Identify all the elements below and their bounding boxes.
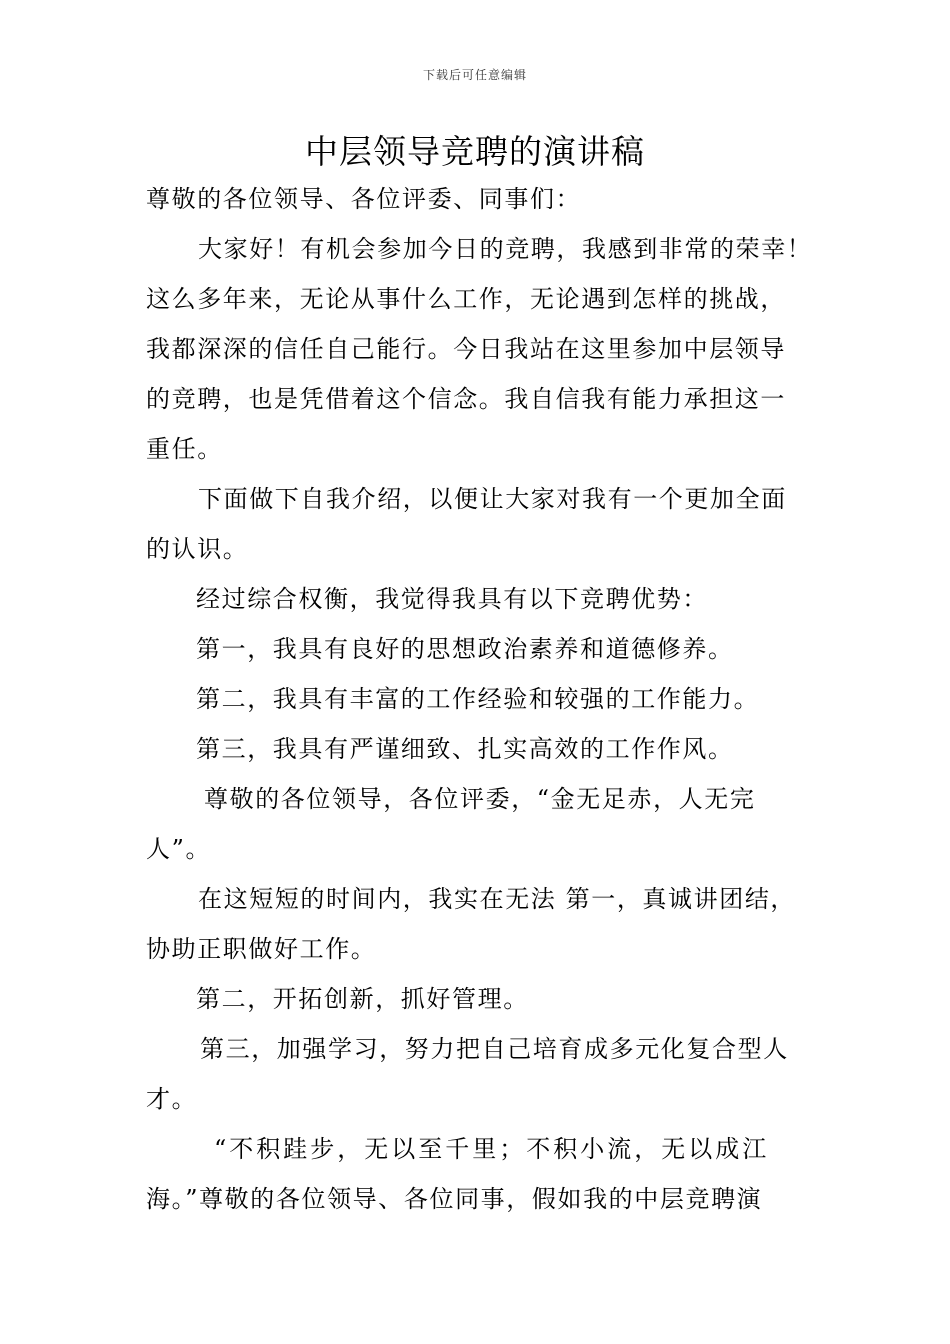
paragraph-line: 协助正职做好工作。 bbox=[146, 935, 377, 963]
paragraph-line: 在这短短的时间内，我实在无法 第一，真诚讲团结， bbox=[198, 885, 797, 913]
list-item: 第二，我具有丰富的工作经验和较强的工作能力。 bbox=[196, 685, 760, 713]
quote-line: “不积跬步，无以至千里；不积小流，无以成江 bbox=[214, 1135, 770, 1163]
salutation-line: 尊敬的各位领导、各位评委、同事们： bbox=[146, 185, 582, 213]
page-title: 中层领导竞聘的演讲稿 bbox=[305, 132, 645, 171]
paragraph-line: 的认识。 bbox=[146, 535, 249, 563]
list-item: 第三，加强学习，努力把自己培育成多元化复合型人 bbox=[200, 1035, 789, 1063]
list-item: 第三，我具有严谨细致、扎实高效的工作作风。 bbox=[196, 735, 734, 763]
header-note: 下载后可任意编辑 bbox=[422, 68, 527, 82]
paragraph-line: 下面做下自我介绍，以便让大家对我有一个更加全面 bbox=[198, 485, 787, 513]
paragraph-line: 经过综合权衡，我觉得我具有以下竞聘优势： bbox=[196, 585, 708, 613]
paragraph-line: 才。 bbox=[146, 1085, 198, 1113]
paragraph-line: 尊敬的各位领导，各位评委，“金无足赤，人无完 bbox=[204, 785, 756, 813]
paragraph-line: 我都深深的信任自己能行。今日我站在这里参加中层领导 bbox=[146, 335, 786, 363]
list-item: 第二，开拓创新，抓好管理。 bbox=[196, 985, 529, 1013]
paragraph-line: 重任。 bbox=[146, 435, 223, 463]
paragraph-line: 这么多年来，无论从事什么工作，无论遇到怎样的挑战， bbox=[146, 285, 786, 313]
paragraph-line: 的竞聘，也是凭借着这个信念。我自信我有能力承担这一 bbox=[146, 385, 786, 413]
list-item: 第一，我具有良好的思想政治素养和道德修养。 bbox=[196, 635, 734, 663]
paragraph-line: 人”。 bbox=[146, 835, 212, 863]
paragraph-line: 大家好！有机会参加今日的竞聘，我感到非常的荣幸！ bbox=[198, 235, 813, 263]
paragraph-line: 海。”尊敬的各位领导、各位同事，假如我的中层竞聘演 bbox=[146, 1185, 763, 1213]
